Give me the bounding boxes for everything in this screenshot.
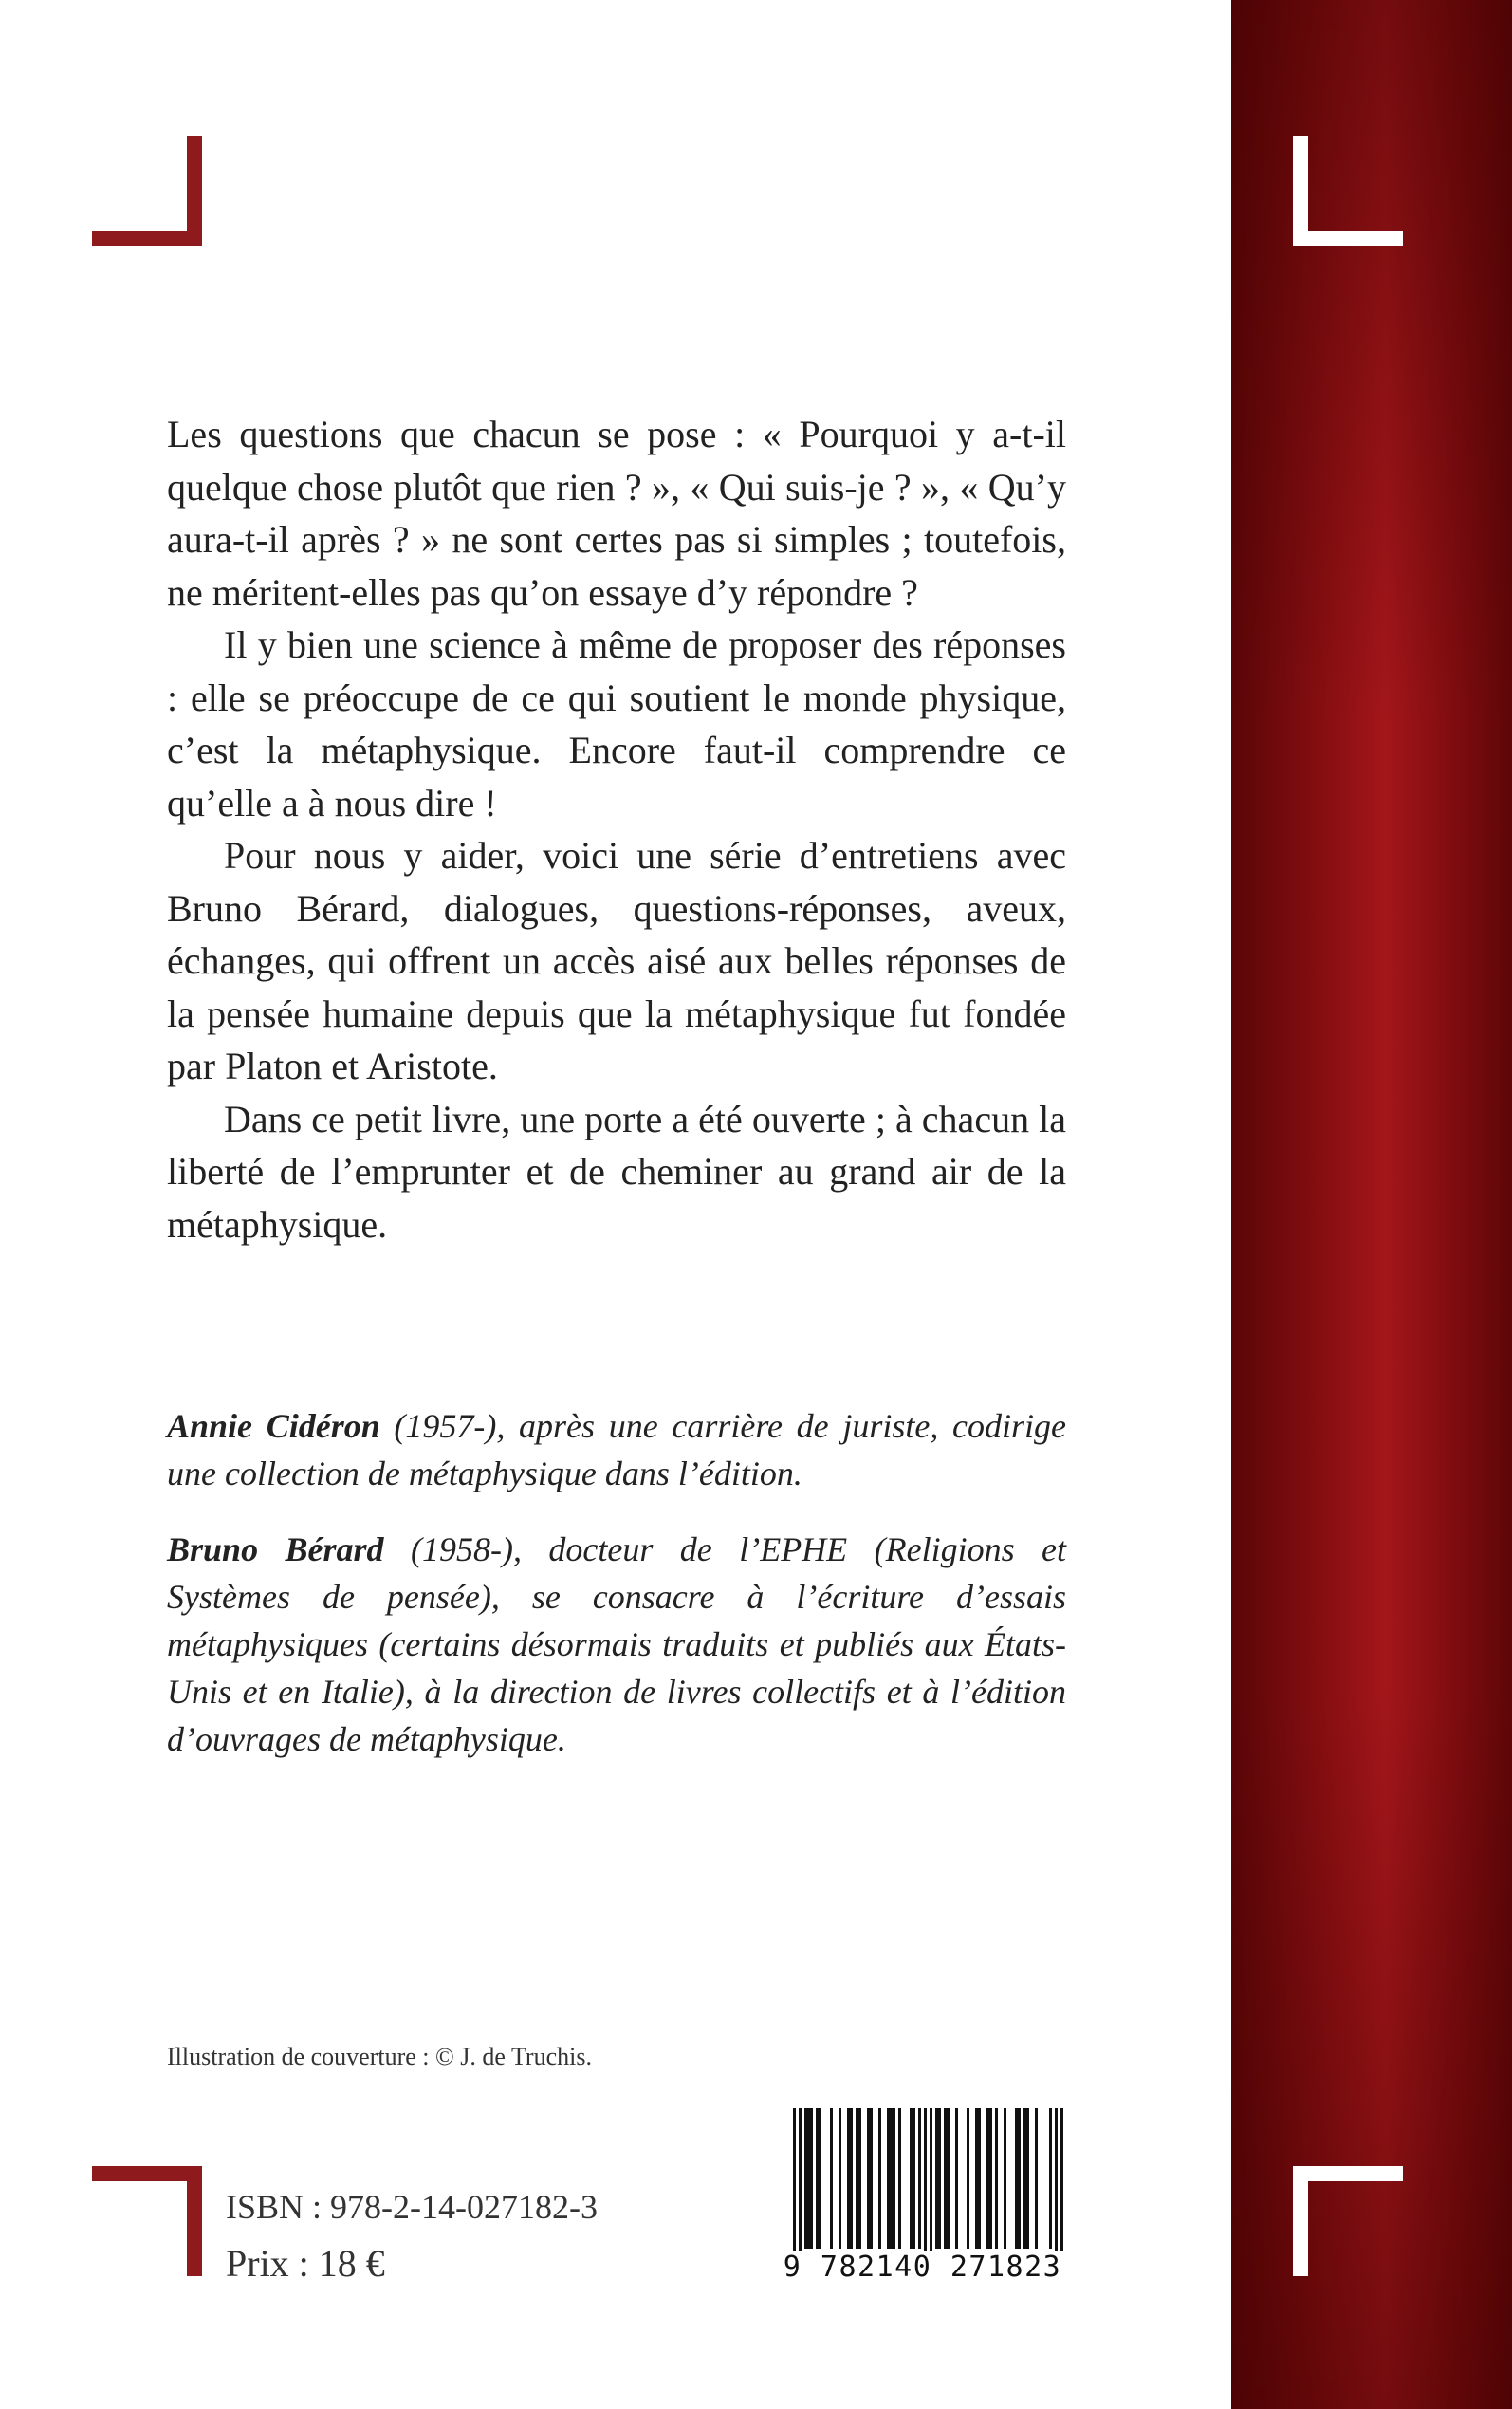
barcode-bar — [924, 2108, 927, 2258]
corner-mark-bottom-left — [92, 2166, 202, 2276]
barcode-bar — [1015, 2108, 1018, 2249]
barcode-bar — [850, 2108, 853, 2249]
barcode-bar — [870, 2108, 873, 2249]
barcode-bars — [768, 2106, 1077, 2258]
bio-bruno-name: Bruno Bérard — [167, 1530, 384, 1568]
price-label: Prix : 18 € — [226, 2242, 385, 2285]
author-bios — [167, 1402, 1066, 1791]
barcode-bar — [975, 2108, 978, 2249]
barcode-bar — [930, 2108, 932, 2258]
corner-mark-top-left — [92, 136, 202, 246]
barcode-bar — [913, 2108, 915, 2249]
bio-bruno-text: (1958-), docteur de l’EPHE (Religions et Systèmes de pensée), se consacre à l’écriture d’essais métaphysiques (certains désormais traduits et publiés aux États-Unis et en Italie), à la direction de livres collectifs et à l’édition d’ouvrages de métaphysique. — [167, 1530, 1067, 1758]
bio-annie-name: Annie Cidéron — [167, 1407, 380, 1445]
blurb-paragraph-4: Dans ce petit livre, une porte a été ouverte ; à chacun la liberté de l’emprunter et de cheminer au grand air de la métaphysique. — [167, 1097, 1066, 1246]
barcode-bar — [1026, 2108, 1029, 2249]
barcode-bar — [1055, 2108, 1058, 2258]
barcode-bar — [816, 2108, 819, 2249]
barcode-bar — [1049, 2108, 1052, 2249]
barcode-bar — [986, 2108, 989, 2249]
barcode-bar — [819, 2108, 821, 2249]
isbn-number: ISBN : 978-2-14-027182-3 — [226, 2188, 598, 2226]
barcode-bar — [944, 2108, 947, 2249]
barcode-bar — [955, 2108, 958, 2249]
barcode-bar — [1023, 2108, 1026, 2249]
barcode-bar — [804, 2108, 807, 2249]
barcode-bar — [893, 2108, 895, 2249]
illustration-credit: Illustration de couverture : © J. de Truchis. — [167, 2043, 592, 2070]
barcode-bar — [1035, 2108, 1038, 2249]
blurb-paragraph-3: Pour nous y aider, voici une série d’entretiens avec Bruno Bérard, dialogues, questions-réponses, aveux, échanges, qui offrent un accès aisé aux belles réponses de la pensée humaine depuis que la métaphysique fut fondée par Platon et Aristote. — [167, 834, 1066, 1087]
barcode-bar — [847, 2108, 850, 2249]
barcode-bar — [967, 2108, 969, 2249]
barcode-bar — [910, 2108, 913, 2249]
barcode-bar — [830, 2108, 833, 2249]
barcode-bar — [839, 2108, 841, 2249]
barcode-bar — [995, 2108, 998, 2249]
barcode-digits: 9 782140 271823 — [768, 2251, 1077, 2284]
blurb-paragraph-2: Il y bien une science à même de proposer des réponses : elle se préoccupe de ce qui soutient le monde physique, c’est la métaphysique. Encore faut-il comprendre ce qu’elle a à nous dire ! — [167, 623, 1066, 825]
barcode — [768, 2106, 1077, 2291]
barcode-bar — [1018, 2108, 1021, 2249]
bio-annie-text: (1957-), après une carrière de juriste, codirige une collection de métaphysique dans l’édition. — [167, 1407, 1066, 1492]
bio-annie-cideron — [167, 1402, 1066, 1497]
red-side-band — [1231, 0, 1512, 2409]
barcode-bar — [887, 2108, 890, 2249]
barcode-bar — [935, 2108, 938, 2249]
barcode-bar — [793, 2108, 796, 2258]
barcode-bar — [858, 2108, 861, 2249]
barcode-bar — [947, 2108, 950, 2249]
barcode-bar — [856, 2108, 858, 2249]
blurb-text — [167, 408, 1066, 1251]
blurb-paragraph-1: Les questions que chacun se pose : « Pourquoi y a-t-il quelque chose plutôt que rien ? », « Qui suis-je ? », « Qu’y aura-t-il après ? » ne sont certes pas si simples ; toutefois, ne méritent-elles pas qu’on essaye d’y répondre ? — [167, 413, 1066, 614]
barcode-bar — [938, 2108, 941, 2249]
barcode-bar — [890, 2108, 893, 2249]
barcode-bar — [989, 2108, 992, 2249]
barcode-bar — [898, 2108, 901, 2249]
barcode-bar — [978, 2108, 981, 2249]
barcode-bar — [1060, 2108, 1063, 2258]
barcode-bar — [867, 2108, 870, 2249]
bio-bruno-berard — [167, 1526, 1066, 1763]
corner-mark-bottom-right — [1293, 2166, 1403, 2276]
barcode-bar — [810, 2108, 813, 2249]
barcode-bar — [807, 2108, 810, 2249]
barcode-bar — [799, 2108, 802, 2258]
barcode-bar — [918, 2108, 921, 2249]
barcode-bar — [878, 2108, 881, 2249]
corner-mark-top-right — [1293, 136, 1403, 246]
barcode-bar — [1004, 2108, 1006, 2249]
